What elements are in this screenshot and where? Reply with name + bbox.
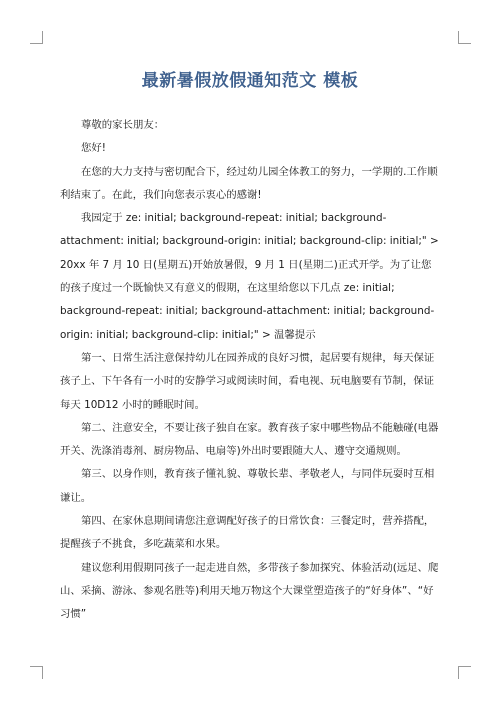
paragraph-tip-2: 第二、注意安全，不要让孩子独自在家。教育孩子家中哪些物品不能触碰(电器开关、洗涤消毒剂、厨房物品、电扇等)外出时要跟随大人、遵守交通规则。 — [60, 421, 439, 458]
crop-mark-bottom-right — [458, 666, 471, 679]
paragraph-suggestion: 建议您利用假期同孩子一起走进自然，多带孩子参加探究、体验活动(远足、爬山、采摘、游泳、参观名胜等)利用天地万物这个大课堂塑造孩子的“好身体”、“好习惯” — [60, 561, 439, 621]
crop-mark-bottom-left — [30, 666, 43, 679]
document-title: 最新暑假放假通知范文 模板 — [141, 71, 359, 91]
salutation: 尊敬的家长朋友： — [81, 119, 165, 131]
paragraph-schedule: 我园定于 ze: initial; background-repeat: initial; background-attachment: initial; background-origin: initial; background-clip: initial;" > 20xx 年 7 月 10 日(星期五)开始放暑假，9 月 1 日(星期二)正式开学。为了让您的孩子度过一个既愉快又有意义的假期，在这里给您以下几点 ze: initial; background-repeat: initial; background-attachment: initial; background-origin: initial; background-clip: initial;" > 温馨提示 — [60, 212, 439, 341]
greeting: 您好! — [81, 142, 106, 155]
paragraph-tip-4: 第四、在家休息期间请您注意调配好孩子的日常饮食：三餐定时，营养搭配，提醒孩子不挑食，多吃蔬菜和水果。 — [60, 515, 435, 551]
crop-mark-top-left — [30, 31, 43, 44]
paragraph-tip-1: 第一、日常生活注意保持幼儿在园养成的良好习惯，起居要有规律，每天保证孩子上、下午各有一小时的安静学习或阅读时间，看电视、玩电脑要有节制，保证每天 10D12 小时的睡眠时间。 — [60, 351, 435, 411]
document-body — [60, 114, 441, 627]
crop-mark-top-right — [458, 31, 471, 44]
paragraph-tip-3: 第三、以身作则，教育孩子懂礼貌、尊敬长辈、孝敬老人，与同伴玩耍时互相谦让。 — [60, 468, 435, 504]
paragraph-thanks: 在您的大力支持与密切配合下，经过幼儿园全体教工的努力，一学期的.工作顺利结束了。在此，我们向您表示衷心的感谢! — [60, 165, 438, 201]
